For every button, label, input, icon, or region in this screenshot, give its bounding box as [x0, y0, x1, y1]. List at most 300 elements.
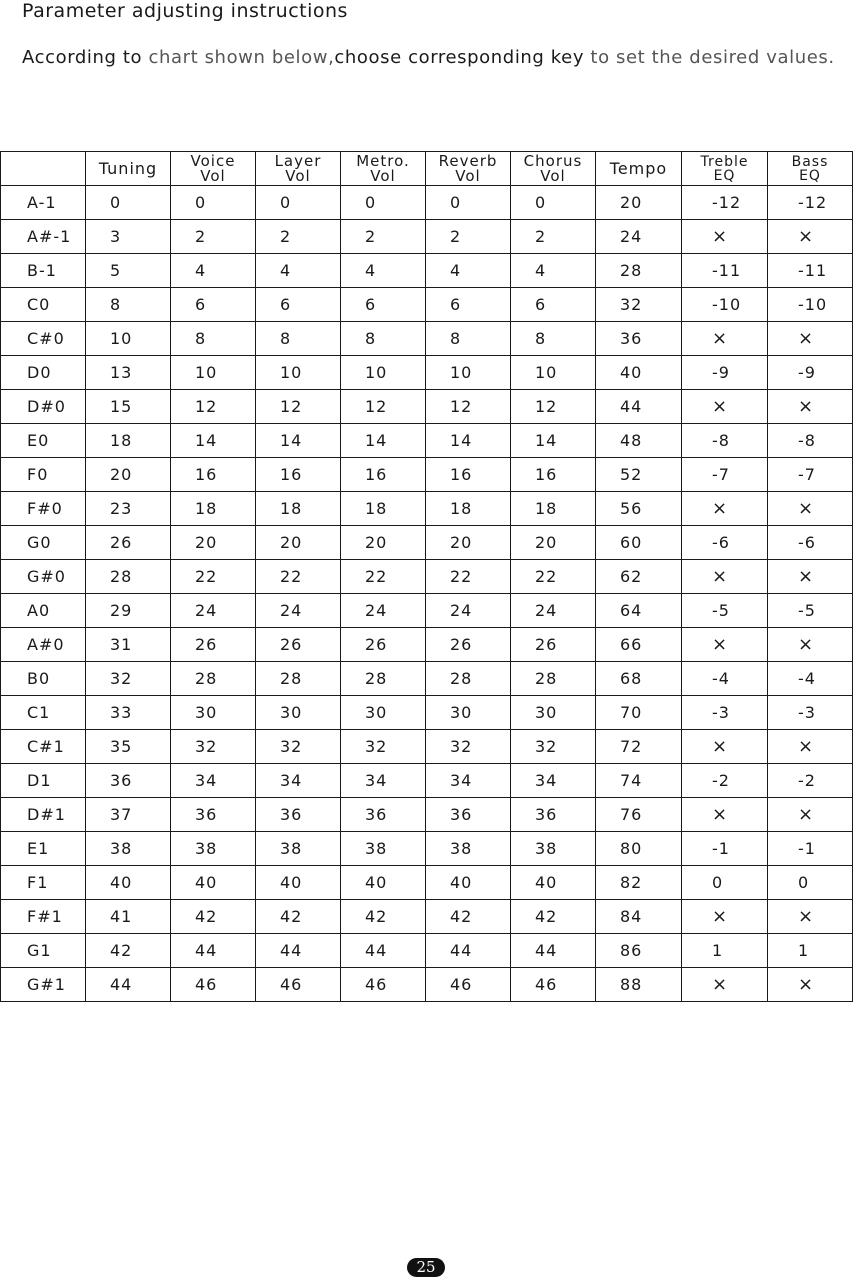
value-cell-bass-eq: × — [768, 322, 853, 356]
value-cell-metro-vol: 8 — [341, 322, 426, 356]
value-cell-layer-vol: 46 — [256, 968, 341, 1002]
table-row — [1, 458, 853, 492]
value-cell-voice-vol: 18 — [171, 492, 256, 526]
value-cell-tempo: 32 — [596, 288, 682, 322]
value-cell-tuning: 38 — [86, 832, 171, 866]
value-cell-bass-eq: -3 — [768, 696, 853, 730]
note-cell: D1 — [1, 764, 86, 798]
value-cell-bass-eq: -1 — [768, 832, 853, 866]
value-cell-treble-eq: × — [682, 730, 768, 764]
note-cell: A#-1 — [1, 220, 86, 254]
value-cell-tempo: 44 — [596, 390, 682, 424]
value-cell-metro-vol: 22 — [341, 560, 426, 594]
value-cell-bass-eq: 0 — [768, 866, 853, 900]
value-cell-metro-vol: 14 — [341, 424, 426, 458]
table-row — [1, 832, 853, 866]
value-cell-reverb-vol: 28 — [426, 662, 511, 696]
value-cell-treble-eq: × — [682, 968, 768, 1002]
value-cell-tuning: 8 — [86, 288, 171, 322]
value-cell-layer-vol: 44 — [256, 934, 341, 968]
header-voice-vol — [171, 152, 256, 186]
note-cell: E1 — [1, 832, 86, 866]
header-line-2: Vol — [455, 166, 481, 185]
value-cell-chorus-vol: 46 — [511, 968, 596, 1002]
value-cell-layer-vol: 38 — [256, 832, 341, 866]
table-row — [1, 492, 853, 526]
header-line-2: Vol — [370, 166, 396, 185]
value-cell-layer-vol: 40 — [256, 866, 341, 900]
value-cell-metro-vol: 40 — [341, 866, 426, 900]
value-cell-layer-vol: 18 — [256, 492, 341, 526]
value-cell-metro-vol: 24 — [341, 594, 426, 628]
value-cell-tempo: 74 — [596, 764, 682, 798]
value-cell-bass-eq: × — [768, 730, 853, 764]
value-cell-reverb-vol: 14 — [426, 424, 511, 458]
value-cell-treble-eq: -5 — [682, 594, 768, 628]
value-cell-treble-eq: -11 — [682, 254, 768, 288]
value-cell-layer-vol: 36 — [256, 798, 341, 832]
value-cell-layer-vol: 2 — [256, 220, 341, 254]
value-cell-chorus-vol: 20 — [511, 526, 596, 560]
header-chorus-vol — [511, 152, 596, 186]
table-row — [1, 254, 853, 288]
value-cell-tempo: 48 — [596, 424, 682, 458]
value-cell-tuning: 0 — [86, 186, 171, 220]
value-cell-treble-eq: -1 — [682, 832, 768, 866]
value-cell-treble-eq: -4 — [682, 662, 768, 696]
note-cell: G0 — [1, 526, 86, 560]
value-cell-treble-eq: -2 — [682, 764, 768, 798]
parameter-table-header — [1, 152, 853, 186]
value-cell-chorus-vol: 30 — [511, 696, 596, 730]
value-cell-layer-vol: 28 — [256, 662, 341, 696]
value-cell-reverb-vol: 32 — [426, 730, 511, 764]
value-cell-tuning: 42 — [86, 934, 171, 968]
table-row — [1, 322, 853, 356]
value-cell-tuning: 15 — [86, 390, 171, 424]
note-cell: A0 — [1, 594, 86, 628]
value-cell-reverb-vol: 2 — [426, 220, 511, 254]
header-line-2: EQ — [799, 167, 821, 184]
value-cell-reverb-vol: 16 — [426, 458, 511, 492]
value-cell-treble-eq: -6 — [682, 526, 768, 560]
value-cell-treble-eq: -12 — [682, 186, 768, 220]
intro-part-1: According to — [22, 47, 143, 68]
value-cell-tuning: 20 — [86, 458, 171, 492]
value-cell-tempo: 82 — [596, 866, 682, 900]
value-cell-layer-vol: 16 — [256, 458, 341, 492]
header-blank — [1, 152, 86, 186]
value-cell-tempo: 84 — [596, 900, 682, 934]
table-row — [1, 866, 853, 900]
value-cell-treble-eq: × — [682, 390, 768, 424]
header-line-1: Reverb — [438, 151, 498, 170]
value-cell-voice-vol: 40 — [171, 866, 256, 900]
value-cell-voice-vol: 12 — [171, 390, 256, 424]
value-cell-voice-vol: 26 — [171, 628, 256, 662]
note-cell: B0 — [1, 662, 86, 696]
value-cell-tuning: 36 — [86, 764, 171, 798]
table-row — [1, 968, 853, 1002]
value-cell-reverb-vol: 44 — [426, 934, 511, 968]
value-cell-tempo: 72 — [596, 730, 682, 764]
value-cell-tuning: 13 — [86, 356, 171, 390]
header-layer-vol — [256, 152, 341, 186]
value-cell-metro-vol: 10 — [341, 356, 426, 390]
value-cell-voice-vol: 8 — [171, 322, 256, 356]
value-cell-tempo: 64 — [596, 594, 682, 628]
value-cell-treble-eq: × — [682, 492, 768, 526]
value-cell-chorus-vol: 10 — [511, 356, 596, 390]
value-cell-metro-vol: 38 — [341, 832, 426, 866]
value-cell-voice-vol: 20 — [171, 526, 256, 560]
value-cell-chorus-vol: 42 — [511, 900, 596, 934]
note-cell: G1 — [1, 934, 86, 968]
header-line-2: Vol — [200, 166, 226, 185]
note-cell: F#1 — [1, 900, 86, 934]
value-cell-reverb-vol: 40 — [426, 866, 511, 900]
value-cell-bass-eq: -12 — [768, 186, 853, 220]
table-row — [1, 424, 853, 458]
value-cell-treble-eq: 1 — [682, 934, 768, 968]
value-cell-bass-eq: -9 — [768, 356, 853, 390]
value-cell-chorus-vol: 26 — [511, 628, 596, 662]
value-cell-reverb-vol: 20 — [426, 526, 511, 560]
value-cell-bass-eq: 1 — [768, 934, 853, 968]
value-cell-treble-eq: -10 — [682, 288, 768, 322]
value-cell-tuning: 40 — [86, 866, 171, 900]
value-cell-bass-eq: × — [768, 900, 853, 934]
value-cell-tuning: 18 — [86, 424, 171, 458]
header-reverb-vol — [426, 152, 511, 186]
value-cell-layer-vol: 20 — [256, 526, 341, 560]
value-cell-tuning: 41 — [86, 900, 171, 934]
value-cell-chorus-vol: 14 — [511, 424, 596, 458]
value-cell-voice-vol: 36 — [171, 798, 256, 832]
value-cell-bass-eq: -2 — [768, 764, 853, 798]
table-row — [1, 764, 853, 798]
value-cell-bass-eq: × — [768, 492, 853, 526]
value-cell-metro-vol: 44 — [341, 934, 426, 968]
value-cell-voice-vol: 30 — [171, 696, 256, 730]
value-cell-reverb-vol: 18 — [426, 492, 511, 526]
table-row — [1, 900, 853, 934]
value-cell-layer-vol: 42 — [256, 900, 341, 934]
value-cell-reverb-vol: 26 — [426, 628, 511, 662]
header-line-1: Bass — [791, 153, 829, 170]
value-cell-chorus-vol: 4 — [511, 254, 596, 288]
value-cell-voice-vol: 2 — [171, 220, 256, 254]
value-cell-tempo: 36 — [596, 322, 682, 356]
value-cell-metro-vol: 4 — [341, 254, 426, 288]
table-row — [1, 390, 853, 424]
value-cell-reverb-vol: 22 — [426, 560, 511, 594]
header-line-2: EQ — [713, 167, 736, 184]
value-cell-voice-vol: 24 — [171, 594, 256, 628]
value-cell-metro-vol: 20 — [341, 526, 426, 560]
value-cell-chorus-vol: 16 — [511, 458, 596, 492]
value-cell-layer-vol: 6 — [256, 288, 341, 322]
value-cell-tuning: 33 — [86, 696, 171, 730]
header-line-1: Treble — [700, 153, 749, 170]
value-cell-reverb-vol: 0 — [426, 186, 511, 220]
table-row — [1, 662, 853, 696]
value-cell-treble-eq: -3 — [682, 696, 768, 730]
value-cell-bass-eq: -5 — [768, 594, 853, 628]
value-cell-tuning: 35 — [86, 730, 171, 764]
note-cell: F1 — [1, 866, 86, 900]
value-cell-chorus-vol: 6 — [511, 288, 596, 322]
header-tuning — [86, 152, 171, 186]
value-cell-metro-vol: 12 — [341, 390, 426, 424]
header-line-1: Metro. — [356, 151, 410, 170]
value-cell-tuning: 44 — [86, 968, 171, 1002]
value-cell-layer-vol: 22 — [256, 560, 341, 594]
value-cell-tempo: 86 — [596, 934, 682, 968]
header-line-1: Layer — [274, 151, 322, 170]
value-cell-treble-eq: 0 — [682, 866, 768, 900]
value-cell-tuning: 31 — [86, 628, 171, 662]
value-cell-tempo: 76 — [596, 798, 682, 832]
value-cell-chorus-vol: 22 — [511, 560, 596, 594]
value-cell-treble-eq: × — [682, 628, 768, 662]
value-cell-chorus-vol: 38 — [511, 832, 596, 866]
value-cell-treble-eq: × — [682, 322, 768, 356]
value-cell-layer-vol: 34 — [256, 764, 341, 798]
value-cell-layer-vol: 32 — [256, 730, 341, 764]
table-row — [1, 220, 853, 254]
value-cell-treble-eq: × — [682, 798, 768, 832]
header-metro-vol — [341, 152, 426, 186]
value-cell-bass-eq: -7 — [768, 458, 853, 492]
value-cell-voice-vol: 38 — [171, 832, 256, 866]
value-cell-treble-eq: × — [682, 220, 768, 254]
value-cell-reverb-vol: 24 — [426, 594, 511, 628]
page-number-badge: 25 — [407, 1258, 445, 1277]
value-cell-layer-vol: 4 — [256, 254, 341, 288]
header-line-1: Voice — [190, 151, 236, 170]
note-cell: B-1 — [1, 254, 86, 288]
note-cell: C#0 — [1, 322, 86, 356]
value-cell-voice-vol: 34 — [171, 764, 256, 798]
value-cell-reverb-vol: 42 — [426, 900, 511, 934]
value-cell-bass-eq: × — [768, 798, 853, 832]
note-cell: D#0 — [1, 390, 86, 424]
value-cell-layer-vol: 12 — [256, 390, 341, 424]
value-cell-layer-vol: 10 — [256, 356, 341, 390]
note-cell: D0 — [1, 356, 86, 390]
value-cell-layer-vol: 24 — [256, 594, 341, 628]
value-cell-bass-eq: -11 — [768, 254, 853, 288]
value-cell-voice-vol: 28 — [171, 662, 256, 696]
value-cell-voice-vol: 4 — [171, 254, 256, 288]
value-cell-metro-vol: 42 — [341, 900, 426, 934]
value-cell-metro-vol: 32 — [341, 730, 426, 764]
value-cell-voice-vol: 44 — [171, 934, 256, 968]
note-cell: G#1 — [1, 968, 86, 1002]
value-cell-layer-vol: 30 — [256, 696, 341, 730]
value-cell-tuning: 10 — [86, 322, 171, 356]
value-cell-voice-vol: 32 — [171, 730, 256, 764]
value-cell-voice-vol: 10 — [171, 356, 256, 390]
note-cell: F#0 — [1, 492, 86, 526]
header-line-2: Vol — [285, 166, 311, 185]
note-cell: A#0 — [1, 628, 86, 662]
parameter-table-body — [1, 186, 853, 1002]
value-cell-bass-eq: × — [768, 968, 853, 1002]
value-cell-tuning: 5 — [86, 254, 171, 288]
intro-part-4: to set the desired values. — [584, 47, 835, 68]
value-cell-treble-eq: -8 — [682, 424, 768, 458]
value-cell-chorus-vol: 34 — [511, 764, 596, 798]
value-cell-tempo: 40 — [596, 356, 682, 390]
value-cell-chorus-vol: 36 — [511, 798, 596, 832]
value-cell-chorus-vol: 44 — [511, 934, 596, 968]
value-cell-bass-eq: × — [768, 390, 853, 424]
value-cell-chorus-vol: 0 — [511, 186, 596, 220]
value-cell-reverb-vol: 34 — [426, 764, 511, 798]
value-cell-tuning: 28 — [86, 560, 171, 594]
value-cell-reverb-vol: 4 — [426, 254, 511, 288]
intro-text — [22, 46, 862, 70]
table-row — [1, 288, 853, 322]
intro-part-3: choose corresponding key — [334, 47, 585, 68]
value-cell-metro-vol: 34 — [341, 764, 426, 798]
value-cell-metro-vol: 28 — [341, 662, 426, 696]
value-cell-tuning: 23 — [86, 492, 171, 526]
parameter-table — [0, 151, 853, 1002]
value-cell-tempo: 60 — [596, 526, 682, 560]
value-cell-metro-vol: 26 — [341, 628, 426, 662]
header-treble-eq — [682, 152, 768, 186]
value-cell-treble-eq: × — [682, 560, 768, 594]
value-cell-voice-vol: 46 — [171, 968, 256, 1002]
value-cell-tuning: 37 — [86, 798, 171, 832]
value-cell-metro-vol: 36 — [341, 798, 426, 832]
value-cell-tempo: 70 — [596, 696, 682, 730]
table-row — [1, 934, 853, 968]
value-cell-chorus-vol: 28 — [511, 662, 596, 696]
value-cell-voice-vol: 0 — [171, 186, 256, 220]
note-cell: E0 — [1, 424, 86, 458]
value-cell-bass-eq: -6 — [768, 526, 853, 560]
header-tempo — [596, 152, 682, 186]
value-cell-voice-vol: 42 — [171, 900, 256, 934]
value-cell-voice-vol: 14 — [171, 424, 256, 458]
value-cell-tempo: 80 — [596, 832, 682, 866]
value-cell-voice-vol: 16 — [171, 458, 256, 492]
table-row — [1, 798, 853, 832]
value-cell-metro-vol: 2 — [341, 220, 426, 254]
value-cell-metro-vol: 46 — [341, 968, 426, 1002]
value-cell-chorus-vol: 40 — [511, 866, 596, 900]
note-cell: C0 — [1, 288, 86, 322]
value-cell-layer-vol: 0 — [256, 186, 341, 220]
header-line-1: Tempo — [609, 159, 668, 178]
value-cell-tuning: 3 — [86, 220, 171, 254]
value-cell-bass-eq: -10 — [768, 288, 853, 322]
value-cell-tempo: 62 — [596, 560, 682, 594]
table-row — [1, 526, 853, 560]
value-cell-reverb-vol: 38 — [426, 832, 511, 866]
value-cell-tuning: 32 — [86, 662, 171, 696]
value-cell-treble-eq: -9 — [682, 356, 768, 390]
value-cell-layer-vol: 8 — [256, 322, 341, 356]
value-cell-layer-vol: 26 — [256, 628, 341, 662]
intro-part-2: chart shown below, — [142, 47, 335, 68]
value-cell-reverb-vol: 36 — [426, 798, 511, 832]
value-cell-chorus-vol: 18 — [511, 492, 596, 526]
value-cell-tempo: 20 — [596, 186, 682, 220]
value-cell-bass-eq: × — [768, 628, 853, 662]
value-cell-tuning: 26 — [86, 526, 171, 560]
value-cell-bass-eq: -8 — [768, 424, 853, 458]
value-cell-treble-eq: × — [682, 900, 768, 934]
value-cell-reverb-vol: 12 — [426, 390, 511, 424]
value-cell-tuning: 29 — [86, 594, 171, 628]
header-row — [1, 152, 853, 186]
value-cell-metro-vol: 16 — [341, 458, 426, 492]
note-cell: F0 — [1, 458, 86, 492]
value-cell-tempo: 24 — [596, 220, 682, 254]
value-cell-tempo: 68 — [596, 662, 682, 696]
value-cell-metro-vol: 0 — [341, 186, 426, 220]
value-cell-chorus-vol: 2 — [511, 220, 596, 254]
table-row — [1, 594, 853, 628]
value-cell-tempo: 88 — [596, 968, 682, 1002]
value-cell-chorus-vol: 8 — [511, 322, 596, 356]
value-cell-bass-eq: -4 — [768, 662, 853, 696]
value-cell-reverb-vol: 30 — [426, 696, 511, 730]
note-cell: D#1 — [1, 798, 86, 832]
header-line-2: Vol — [540, 166, 566, 185]
value-cell-reverb-vol: 8 — [426, 322, 511, 356]
value-cell-metro-vol: 6 — [341, 288, 426, 322]
value-cell-treble-eq: -7 — [682, 458, 768, 492]
value-cell-reverb-vol: 46 — [426, 968, 511, 1002]
value-cell-bass-eq: × — [768, 220, 853, 254]
table-row — [1, 356, 853, 390]
header-bass-eq — [768, 152, 853, 186]
value-cell-voice-vol: 22 — [171, 560, 256, 594]
value-cell-voice-vol: 6 — [171, 288, 256, 322]
header-line-1: Chorus — [523, 151, 583, 170]
value-cell-tempo: 52 — [596, 458, 682, 492]
table-row — [1, 696, 853, 730]
table-row — [1, 560, 853, 594]
header-line-1: Tuning — [98, 159, 158, 178]
note-cell: G#0 — [1, 560, 86, 594]
note-cell: A-1 — [1, 186, 86, 220]
note-cell: C#1 — [1, 730, 86, 764]
value-cell-bass-eq: × — [768, 560, 853, 594]
value-cell-metro-vol: 30 — [341, 696, 426, 730]
value-cell-reverb-vol: 6 — [426, 288, 511, 322]
value-cell-tempo: 66 — [596, 628, 682, 662]
table-row — [1, 730, 853, 764]
value-cell-metro-vol: 18 — [341, 492, 426, 526]
value-cell-tempo: 56 — [596, 492, 682, 526]
value-cell-reverb-vol: 10 — [426, 356, 511, 390]
note-cell: C1 — [1, 696, 86, 730]
table-row — [1, 628, 853, 662]
value-cell-chorus-vol: 32 — [511, 730, 596, 764]
page-heading: Parameter adjusting instructions — [22, 0, 348, 22]
value-cell-chorus-vol: 12 — [511, 390, 596, 424]
value-cell-chorus-vol: 24 — [511, 594, 596, 628]
value-cell-layer-vol: 14 — [256, 424, 341, 458]
table-row — [1, 186, 853, 220]
